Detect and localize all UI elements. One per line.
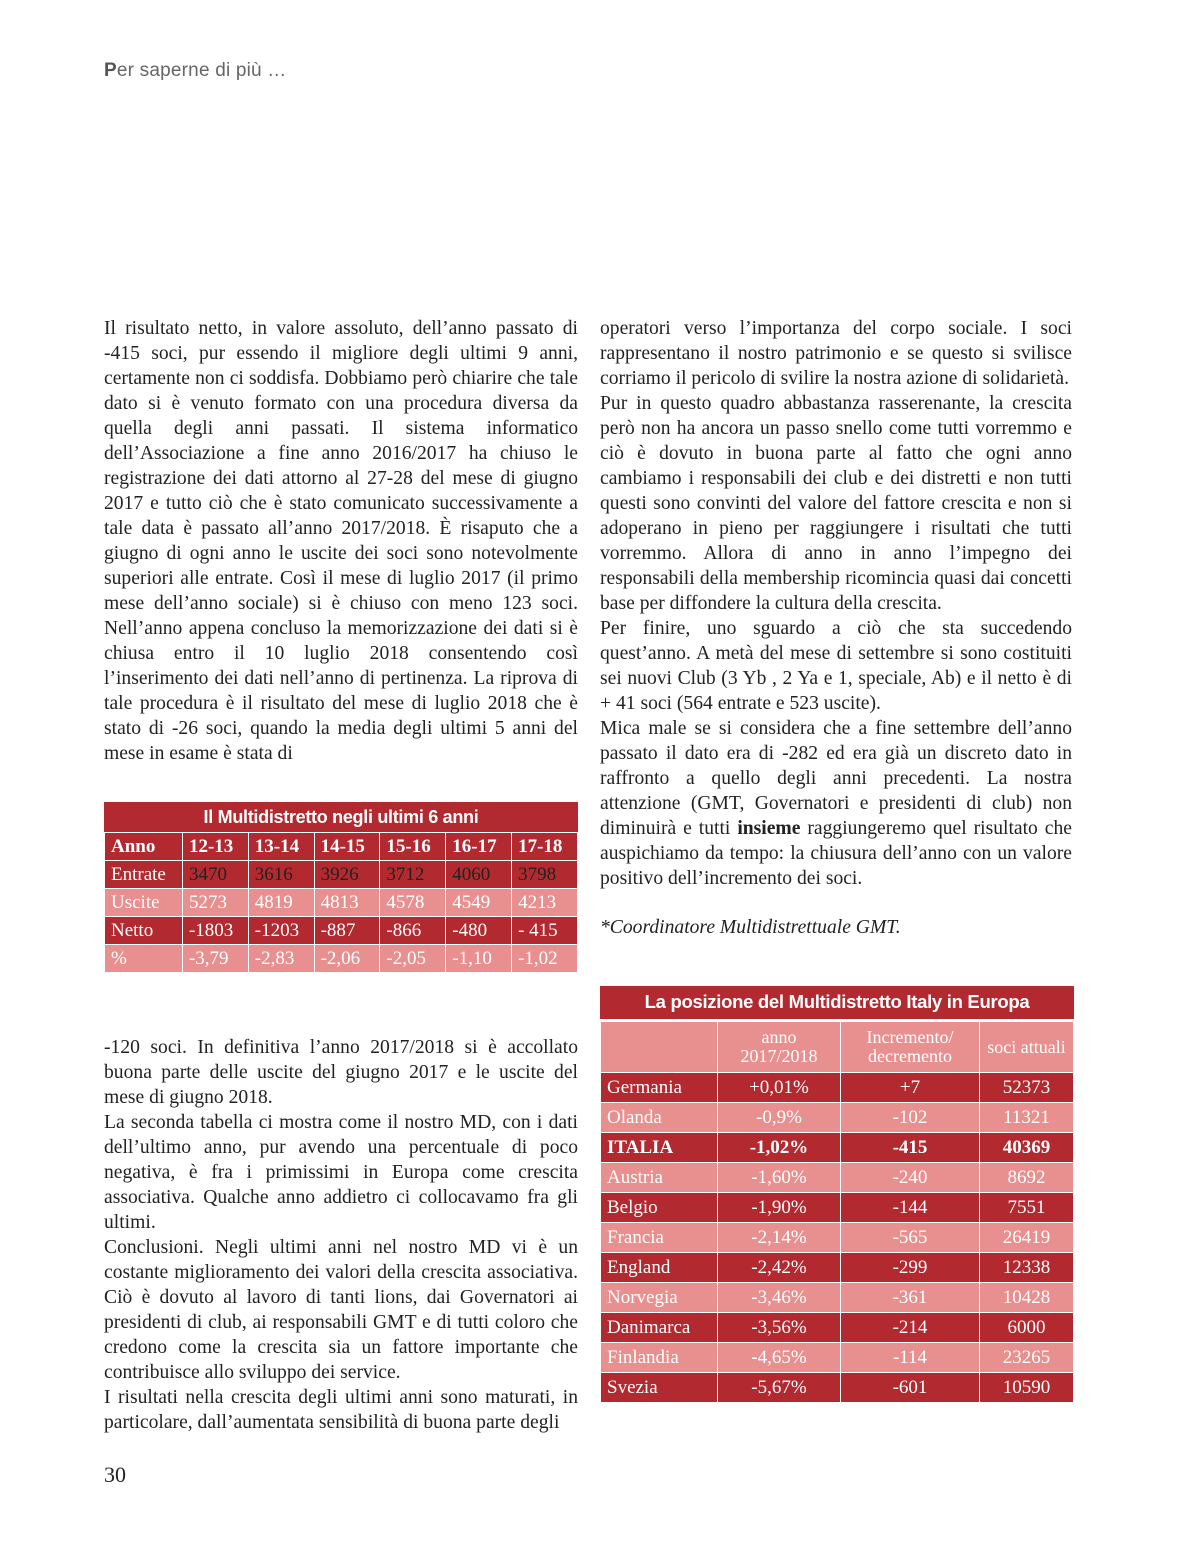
author-signature: *Coordinatore Multidistrettuale GMT. xyxy=(600,917,901,938)
table-row xyxy=(601,1133,1074,1163)
table-cell: 13-14 xyxy=(248,833,314,861)
table-cell: -3,79 xyxy=(182,945,248,973)
paragraph-text: raggiungeremo quel risultato che auspichiamo da tempo: la chiusura dell’anno con un valore positivo dell’incremento dei soci. xyxy=(600,818,1072,889)
table-row xyxy=(105,833,578,861)
table-row xyxy=(601,1283,1074,1313)
table-cell: 15-16 xyxy=(380,833,446,861)
paragraph: I risultati nella crescita degli ultimi anni sono maturati, in particolare, dall’aumentata sensibilità di buona parte degli xyxy=(104,1387,578,1433)
column-header: anno 2017/2018 xyxy=(718,1022,841,1073)
paragraph: operatori verso l’importanza del corpo sociale. I soci rappresentano il nostro patrimonio e se questo si svilisce corriamo il pericolo di svilire la nostra azione di solidarietà. xyxy=(600,318,1072,389)
table-cell: -1,10 xyxy=(446,945,512,973)
country-name: Finlandia xyxy=(601,1343,718,1373)
country-name: ITALIA xyxy=(601,1133,718,1163)
paragraph: La seconda tabella ci mostra come il nostro MD, con i dati dell’ultimo anno, pur avendo una percentuale di poco negativa, è fra i primissimi in Europa come crescita associativa. Qualche anno addietro ci collocavamo fra gli ultimi. xyxy=(104,1112,578,1233)
table-cell: 16-17 xyxy=(446,833,512,861)
table-row xyxy=(105,917,578,945)
paragraph: Conclusioni. Negli ultimi anni nel nostro MD vi è un costante miglioramento dei valori della crescita associativa. Ciò è dovuto al lavoro di tanti lions, dai Governatori ai presidenti di club, ai responsabili GMT e di tutti coloro che credono come la crescita sia un fattore importante che contribuisce allo sviluppo dei service. xyxy=(104,1237,578,1383)
country-name: Olanda xyxy=(601,1103,718,1133)
left-column-bottom xyxy=(104,1035,578,1435)
table-cell: 6000 xyxy=(980,1313,1074,1343)
table-cell: 3616 xyxy=(248,861,314,889)
row-label: Uscite xyxy=(105,889,183,917)
table-cell: 3926 xyxy=(314,861,380,889)
page-number: 30 xyxy=(104,1462,126,1487)
table-cell: -887 xyxy=(314,917,380,945)
table-cell: -144 xyxy=(841,1193,980,1223)
table-cell: 17-18 xyxy=(512,833,578,861)
table-cell: -866 xyxy=(380,917,446,945)
table-cell: 40369 xyxy=(980,1133,1074,1163)
table-row xyxy=(601,1103,1074,1133)
paragraph xyxy=(600,716,1072,891)
table-cell: -1,02% xyxy=(718,1133,841,1163)
row-label: Anno xyxy=(105,833,183,861)
running-header-text: er saperne di più … xyxy=(116,60,287,81)
table-cell: 52373 xyxy=(980,1073,1074,1103)
table-cell: -2,06 xyxy=(314,945,380,973)
table-title: Il Multidistretto negli ultimi 6 anni xyxy=(104,802,578,832)
table-cell: -0,9% xyxy=(718,1103,841,1133)
country-name: Germania xyxy=(601,1073,718,1103)
country-name: Belgio xyxy=(601,1193,718,1223)
table-cell: 5273 xyxy=(182,889,248,917)
column-header: soci attuali xyxy=(980,1022,1074,1073)
table-cell: -565 xyxy=(841,1223,980,1253)
table-cell: 4578 xyxy=(380,889,446,917)
table-cell: -480 xyxy=(446,917,512,945)
table-body xyxy=(601,1073,1074,1403)
table-cell: -214 xyxy=(841,1313,980,1343)
table-header-row xyxy=(601,1022,1074,1073)
paragraph: Il risultato netto, in valore assoluto, dell’anno passato di -415 soci, pur essendo il migliore degli ultimi 9 anni, certamente non ci soddisfa. Dobbiamo però chiarire che tale dato si è venuto formato con una procedura diversa da quella degli anni passati. Il sistema informatico dell’Associazione a fine anno 2016/2017 ha chiuso le registrazione dei dati attorno al 27-28 del mese di giugno 2017 e tutto ciò che è stato comunicato successivamente a tale data è passato all’anno 2017/2018. È risaputo che a giugno di ogni anno le uscite dei soci sono notevolmente superiori alle entrate. Così il mese di luglio 2017 (il primo mese dell’anno sociale) si è chiuso con meno 123 soci. Nell’anno appena concluso la memorizzazione dei dati si è chiusa entro il 10 luglio 2018 consentendo così l’inserimento dei dati nell’anno di pertinenza. La riprova di tale procedura è il risultato del mese di luglio 2018 che è stato di -26 soci, quando la media degli ultimi 5 anni del mese in esame è stata di xyxy=(104,318,578,764)
table-cell: -2,83 xyxy=(248,945,314,973)
table-cell: 12338 xyxy=(980,1253,1074,1283)
table-cell: -102 xyxy=(841,1103,980,1133)
table-title: La posizione del Multidistretto Italy in Europa xyxy=(600,986,1074,1021)
country-name: Francia xyxy=(601,1223,718,1253)
table-cell: 11321 xyxy=(980,1103,1074,1133)
table-cell: -5,67% xyxy=(718,1373,841,1403)
table-row xyxy=(601,1073,1074,1103)
table-cell: 4819 xyxy=(248,889,314,917)
table-cell: 4213 xyxy=(512,889,578,917)
table-cell: -3,56% xyxy=(718,1313,841,1343)
table-row xyxy=(601,1373,1074,1403)
table-cell: -2,05 xyxy=(380,945,446,973)
table-row xyxy=(105,889,578,917)
table-cell: 4813 xyxy=(314,889,380,917)
table-cell: -3,46% xyxy=(718,1283,841,1313)
table-cell: 3470 xyxy=(182,861,248,889)
table-cell: -601 xyxy=(841,1373,980,1403)
column-header: Incremento/ decremento xyxy=(841,1022,980,1073)
table-cell: -1,90% xyxy=(718,1193,841,1223)
table-cell: 8692 xyxy=(980,1163,1074,1193)
table-multidistretto-6-anni xyxy=(104,802,578,973)
table-cell: -415 xyxy=(841,1133,980,1163)
table-posizione-europa xyxy=(600,986,1074,1403)
table-cell: -1,02 xyxy=(512,945,578,973)
table-cell: -1803 xyxy=(182,917,248,945)
table-cell: -361 xyxy=(841,1283,980,1313)
table-row xyxy=(105,945,578,973)
table-row xyxy=(105,861,578,889)
paragraph: Pur in questo quadro abbastanza rasserenante, la crescita però non ha ancora un passo snello come tutti vorremmo e ciò è dovuto in buona parte al fatto che ogni anno cambiamo i responsabili dei club e dei distretti e non tutti questi sono convinti del valore del fattore crescita e non si adoperano in pieno per raggiungere i risultati che tutti vorremmo. Allora di anno in anno l’impegno dei responsabili della membership ricomincia quasi dai concetti base per diffondere la cultura della crescita. xyxy=(600,393,1072,614)
right-column xyxy=(600,316,1072,940)
table-cell: -4,65% xyxy=(718,1343,841,1373)
paragraph: Per finire, uno sguardo a ciò che sta succedendo quest’anno. A metà del mese di settembre si sono costituiti sei nuovi Club (3 Yb , 2 Ya e 1, speciale, Ab) e il netto è di + 41 soci (564 entrate e 523 uscite). xyxy=(600,618,1072,714)
country-name: Danimarca xyxy=(601,1313,718,1343)
table-row xyxy=(601,1343,1074,1373)
column-header xyxy=(601,1022,718,1073)
table-cell: -240 xyxy=(841,1163,980,1193)
running-header xyxy=(104,60,287,82)
table-cell: -1,60% xyxy=(718,1163,841,1193)
paragraph-text: Mica male se si considera che a fine settembre dell’anno passato il dato era di -282 ed era già un discreto dato in raffronto a quello degli anni precedenti. La nostra attenzione (GMT, Governatori e presidenti di club) non diminuirà e tutti xyxy=(600,718,1072,839)
table-row xyxy=(601,1223,1074,1253)
left-column-top xyxy=(104,316,578,766)
table-cell: - 415 xyxy=(512,917,578,945)
table-row xyxy=(601,1253,1074,1283)
table-cell: -2,42% xyxy=(718,1253,841,1283)
table-cell: -2,14% xyxy=(718,1223,841,1253)
table-cell: 7551 xyxy=(980,1193,1074,1223)
row-label: Entrate xyxy=(105,861,183,889)
table-cell: 3712 xyxy=(380,861,446,889)
table-row xyxy=(601,1313,1074,1343)
emphasis-insieme: insieme xyxy=(737,818,801,839)
table-cell: 23265 xyxy=(980,1343,1074,1373)
table-cell: -114 xyxy=(841,1343,980,1373)
table-cell: +7 xyxy=(841,1073,980,1103)
table-cell: 26419 xyxy=(980,1223,1074,1253)
table-cell: 4549 xyxy=(446,889,512,917)
running-header-initial: P xyxy=(104,60,117,81)
table-row xyxy=(601,1163,1074,1193)
table-cell: 3798 xyxy=(512,861,578,889)
table-cell: 10590 xyxy=(980,1373,1074,1403)
table-cell: -299 xyxy=(841,1253,980,1283)
table-row xyxy=(601,1193,1074,1223)
country-name: England xyxy=(601,1253,718,1283)
table-cell: +0,01% xyxy=(718,1073,841,1103)
table-cell: 12-13 xyxy=(182,833,248,861)
paragraph: -120 soci. In definitiva l’anno 2017/2018 si è accollato buona parte delle uscite del giugno 2017 e le uscite del mese di giugno 2018. xyxy=(104,1037,578,1108)
table-cell: 10428 xyxy=(980,1283,1074,1313)
table-cell: 14-15 xyxy=(314,833,380,861)
country-name: Norvegia xyxy=(601,1283,718,1313)
table-cell: 4060 xyxy=(446,861,512,889)
table-cell: -1203 xyxy=(248,917,314,945)
row-label: % xyxy=(105,945,183,973)
row-label: Netto xyxy=(105,917,183,945)
country-name: Austria xyxy=(601,1163,718,1193)
country-name: Svezia xyxy=(601,1373,718,1403)
